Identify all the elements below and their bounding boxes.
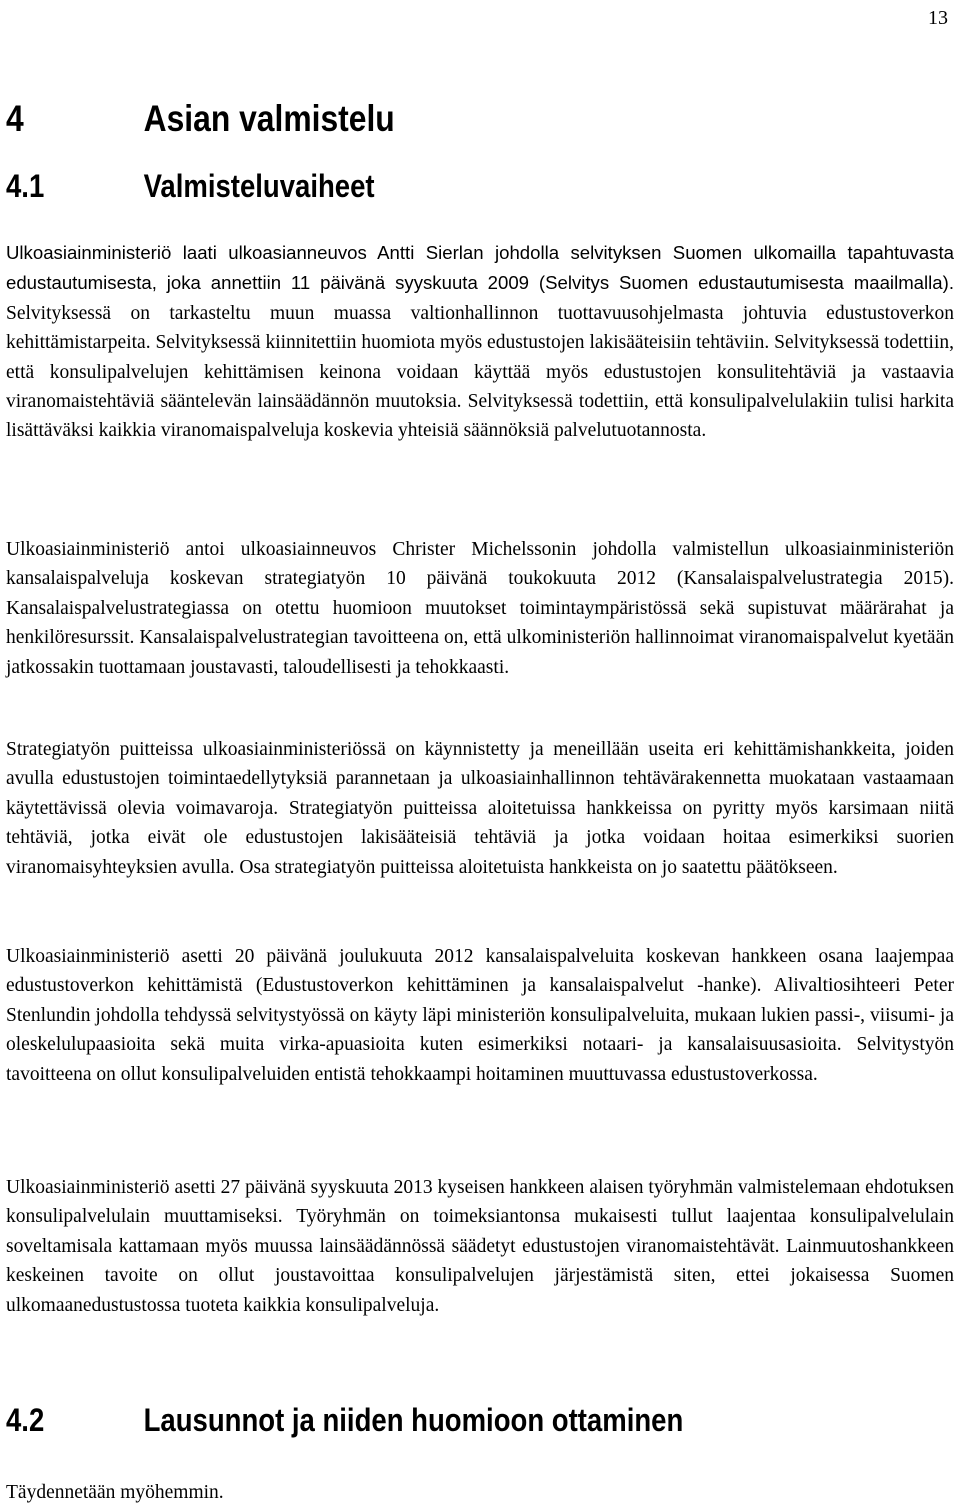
- paragraph-3: Strategiatyön puitteissa ulkoasiainministeriössä on käynnistetty ja meneillään useita eri kehittämishankkeita, joiden avulla edustustojen toimintaedellytyksiä parannetaan ja ulkoasiainhallinnon tehtävärakennetta muokataan vastaamaan käytettävissä olevia voimavaroja. Strategiatyön puitteissa aloitetuissa hankkeissa on pyritty myös karsimaan niitä tehtäviä, jotka eivät ole edustustojen lakisääteisiä tehtäviä ja jotka voidaan hoitaa esimerkiksi suorien viranomaisyhteyksien avulla. Osa strategiatyön puitteissa aloitetuista hankkeista on jo saatettu päätökseen.: [6, 739, 954, 878]
- paragraph-1-serif-text: Selvityksessä on tarkasteltu muun muassa valtionhallinnon tuottavuusohjelmasta johtuvia edustustoverkon kehittämistarpeita. Selvityksessä kiinnitettiin huomiota myös edustustojen lakisääteisiin tehtäviin. Selvityksessä todettiin, että konsulipalvelujen kehittämisen keinona voidaan käyttää myös edustustojen konsulitehtäviä ja vastaavia viranomaistehtäviä sääntelevän lainsäädännön muutoksia. Selvityksessä todettiin, että konsulipalvelulakiin tulisi harkita lisättäväksi kaikkia viranomaispalveluja koskevia yhteisiä säännöksiä palvelutuotannosta.: [6, 302, 954, 442]
- paragraph-1: [6, 238, 954, 446]
- section-heading-4-2: [6, 1400, 683, 1440]
- page-number: 13: [928, 7, 948, 29]
- section-title: Lausunnot ja niiden huomioon ottaminen: [143, 1402, 684, 1438]
- paragraph-5: Ulkoasiainministeriö asetti 27 päivänä syyskuuta 2013 kyseisen hankkeen alaisen työryhmän valmistelemaan ehdotuksen konsulipalvelulain muuttamiseksi. Työryhmän on toimeksiantonsa mukaisesti tullut laajentaa konsulipalvelulain soveltamisala kattamaan myös muussa lainsäädännössä säädetyt edustustojen viranomaistehtävät. Lainmuutoshankkeen keskeinen tavoite on ollut joustavoittaa konsulipalvelujen järjestämistä siten, ettei jokaisessa Suomen ulkomaanedustustossa tuoteta kaikkia konsulipalveluja.: [6, 1177, 954, 1316]
- chapter-heading: [6, 96, 395, 142]
- paragraph-1-sans-text: Ulkoasiainministeriö laati ulkoasianneuvos Antti Sierlan johdolla selvityksen Suomen ulkomailla tapahtuvasta edustautumisesta, joka annettiin 11 päivänä syyskuuta 2009 (Selvitys Suomen edustautumisesta maailmalla).: [6, 242, 954, 294]
- paragraph-2: Ulkoasiainministeriö antoi ulkoasiainneuvos Christer Michelssonin johdolla valmistellun ulkoasiainministeriön kansalaispalveluja koskevan strategiatyön 10 päivänä toukokuuta 2012 (Kansalaispalvelustrategia 2015). Kansalaispalvelustrategiassa on otettu huomioon muutokset toimintaympäristössä sekä supistuvat määrärahat ja henkilöresurssit. Kansalaispalvelustrategian tavoitteena on, että ulkoministeriön hallinnoimat viranomaispalvelut kyetään jatkossakin tuottamaan joustavasti, taloudellisesti ja tehokkaasti.: [6, 539, 954, 678]
- section-number: 4.1: [6, 168, 45, 204]
- chapter-title: Asian valmistelu: [143, 98, 395, 139]
- section-title: Valmisteluvaiheet: [143, 168, 375, 204]
- chapter-number: 4: [6, 98, 24, 139]
- section-number: 4.2: [6, 1402, 45, 1438]
- paragraph-6: Täydennetään myöhemmin.: [6, 1482, 224, 1503]
- section-heading-4-1: [6, 166, 375, 206]
- paragraph-4: Ulkoasiainministeriö asetti 20 päivänä joulukuuta 2012 kansalaispalveluita koskevan hankkeen osana laajempaa edustustoverkon kehittämistä (Edustustoverkon kehittäminen ja kansalaispalvelut -hanke). Alivaltiosihteeri Peter Stenlundin johdolla tehdyssä selvitystyössä on käyty läpi ministeriön konsulipalveluita, mukaan lukien passi-, viisumi- ja oleskelulupaasioita sekä muita virka-apuasioita kuten esimerkiksi notaari- ja kansalaisuusasioita. Selvitystyön tavoitteena on ollut konsulipalveluiden entistä tehokkaampi hoitaminen muuttuvassa edustustoverkossa.: [6, 946, 954, 1085]
